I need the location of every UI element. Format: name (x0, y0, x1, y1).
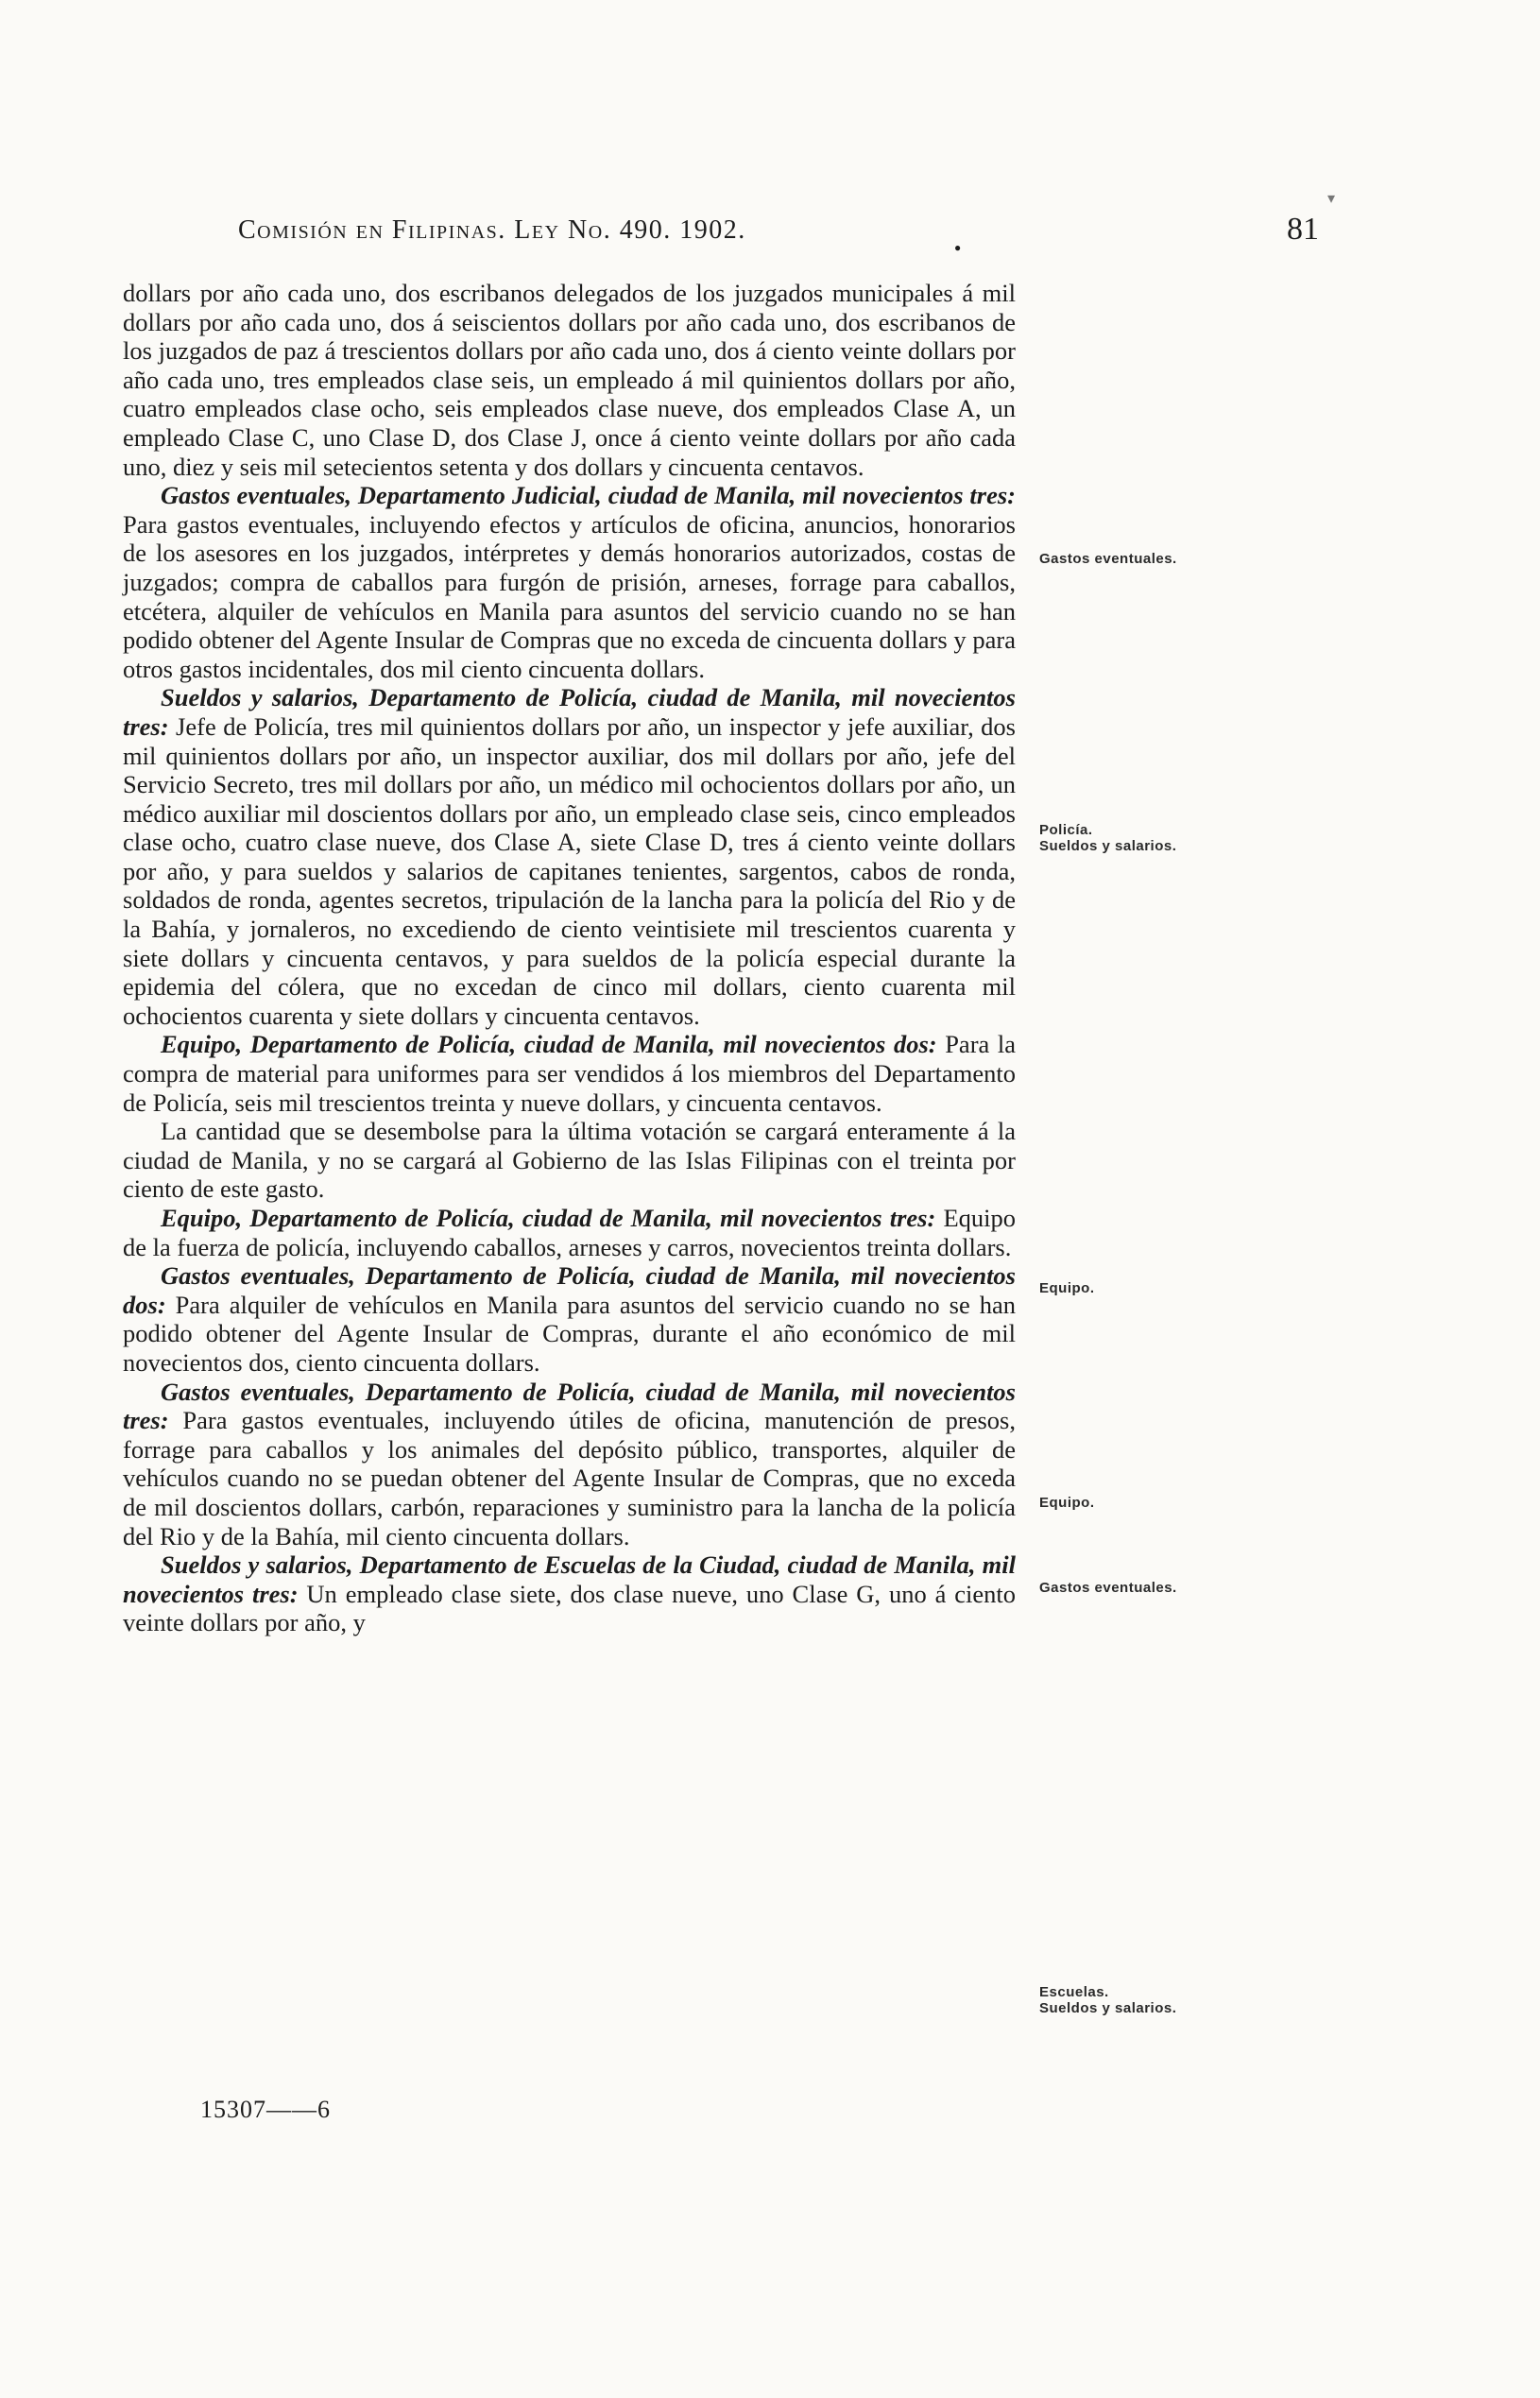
margin-note-escuelas: Escuelas. (1039, 1984, 1109, 2000)
paragraph-8 (123, 1378, 1016, 1551)
signature-mark: 15307——6 (200, 2096, 331, 2123)
margin-note-gastos-eventuales-2: Gastos eventuales. (1039, 1580, 1177, 1596)
paragraph-6-text: Equipo de la fuerza de policía, incluyendo caballos, arneses y carros, novecientos treinta dollars. (123, 1204, 1016, 1261)
paragraph-7 (123, 1261, 1016, 1377)
paragraph-8-text: Para gastos eventuales, incluyendo útiles de oficina, manutención de presos, forrage para caballos y los animales del depósito público, transportes, alquiler de vehículos cuando no se puedan obtener del Agente Insular de Compras, que no exceda de mil doscientos dollars, carbón, reparaciones y suministro para la lancha de la policía del Rio y de la Bahía, mil ciento cincuenta dollars. (123, 1406, 1016, 1550)
margin-note-policia: Policía. (1039, 822, 1093, 838)
paragraph-8-heading: Gastos eventuales, Departamento de Policía, ciudad de Manila, mil novecientos tres: (123, 1377, 1016, 1435)
margin-note-sueldos-1: Sueldos y salarios. (1039, 838, 1177, 854)
paragraph-3-text: Jefe de Policía, tres mil quinientos dollars por año, un inspector y jefe auxiliar, dos mil quinientos dollars por año, un inspector auxiliar, dos mil dollars por año, jefe del Servicio Secreto, tres mil dollars por año, un médico mil ochocientos dollars por año, un médico auxiliar mil doscientos dollars por año, un empleado clase seis, cinco empleados clase ocho, cuatro clase nueve, dos Clase A, siete Clase D, tres á ciento veinte dollars por año, y para sueldos y salarios de capitanes tenientes, sargentos, cabos de ronda, soldados de ronda, agentes secretos, tripulación de la lancha para la policía del Rio y de la Bahía, y jornaleros, no excediendo de ciento veintisiete mil trescientos cuarenta y siete dollars y cincuenta centavos, y para sueldos de la policía especial durante la epidemia del cólera, que no excedan de cinco mil dollars, ciento cuarenta mil ochocientos cuarenta y siete dollars y cincuenta centavos. (123, 711, 1016, 1030)
body-text (123, 279, 1016, 1637)
paragraph-9 (123, 1550, 1016, 1637)
paragraph-5-text: La cantidad que se desembolse para la última votación se cargará enteramente á la ciudad de Manila, y no se cargará al Gobierno de las Islas Filipinas con el treinta por ciento de este gasto. (123, 1117, 1016, 1204)
paragraph-4-text: Para la compra de material para uniformes para ser vendidos á los miembros del Departamento de Policía, seis mil trescientos treinta y nueve dollars, y cincuenta centavos. (123, 1030, 1017, 1117)
paragraph-2-text: Para gastos eventuales, incluyendo efectos y artículos de oficina, anuncios, honorarios de los asesores en los juzgados, intérpretes y demás honorarios autorizados, costas de juzgados; compra de caballos para furgón de prisión, arneses, forrage para caballos, etcétera, alquiler de vehículos en Manila para asuntos del servicio cuando no se han podido obtener del Agente Insular de Compras que no exceda de cincuenta dollars y para otros gastos incidentales, dos mil ciento cincuenta dollars. (123, 509, 1016, 683)
dot-mark: ● (954, 241, 962, 254)
margin-note-equipo-1: Equipo. (1039, 1280, 1095, 1296)
paragraph-2-heading: Gastos eventuales, Departamento Judicial, ciudad de Manila, mil novecientos tres: (161, 481, 1016, 510)
paragraph-7-text: Para alquiler de vehículos en Manila para asuntos del servicio cuando no se han podido obtener del Agente Insular de Compras, durante el año económico de mil novecientos dos, ciento cincuenta dollars. (123, 1290, 1016, 1377)
margin-note-gastos-eventuales-1: Gastos eventuales. (1039, 551, 1177, 567)
margin-note-equipo-2: Equipo. (1039, 1495, 1095, 1511)
page-number: 81 (1287, 212, 1319, 247)
paragraph-3 (123, 683, 1016, 1030)
paragraph-7-heading: Gastos eventuales, Departamento de Policía, ciudad de Manila, mil novecientos dos: (123, 1261, 1016, 1319)
corner-mark: ▾ (1327, 191, 1336, 207)
header-title: Comisión en Filipinas. Ley No. 490. 1902. (238, 215, 746, 245)
paragraph-2 (123, 481, 1016, 683)
paragraph-3-heading: Sueldos y salarios, Departamento de Policía, ciudad de Manila, mil novecientos tres: (123, 683, 1016, 741)
paragraph-1 (123, 279, 1016, 481)
paragraph-1-text: dollars por año cada uno, dos escribanos delegados de los juzgados municipales á mil dollars por año cada uno, dos á seiscientos dollars por año cada uno, dos escribanos de los juzgados de paz á trescientos dollars por año cada uno, dos á ciento veinte dollars por año cada uno, tres empleados clase seis, un empleado á mil quinientos dollars por año, cuatro empleados clase ocho, seis empleados clase nueve, dos empleados Clase A, un empleado Clase C, uno Clase D, dos Clase J, once á ciento veinte dollars por año cada uno, diez y seis mil setecientos setenta y dos dollars y cincuenta centavos. (123, 279, 1016, 481)
paragraph-5 (123, 1117, 1016, 1204)
margin-note-sueldos-2: Sueldos y salarios. (1039, 2000, 1177, 2016)
paragraph-9-heading: Sueldos y salarios, Departamento de Escuelas de la Ciudad, ciudad de Manila, mil novecientos tres: (123, 1550, 1016, 1608)
paragraph-4 (123, 1030, 1016, 1117)
paragraph-9-text: Un empleado clase siete, dos clase nueve, uno Clase G, uno á ciento veinte dollars por año, y (123, 1579, 1016, 1637)
paragraph-6 (123, 1204, 1016, 1261)
paragraph-6-heading: Equipo, Departamento de Policía, ciudad de Manila, mil novecientos tres: (161, 1204, 936, 1232)
paragraph-4-heading: Equipo, Departamento de Policía, ciudad de Manila, mil novecientos dos: (161, 1030, 937, 1059)
page-header (200, 212, 1334, 247)
